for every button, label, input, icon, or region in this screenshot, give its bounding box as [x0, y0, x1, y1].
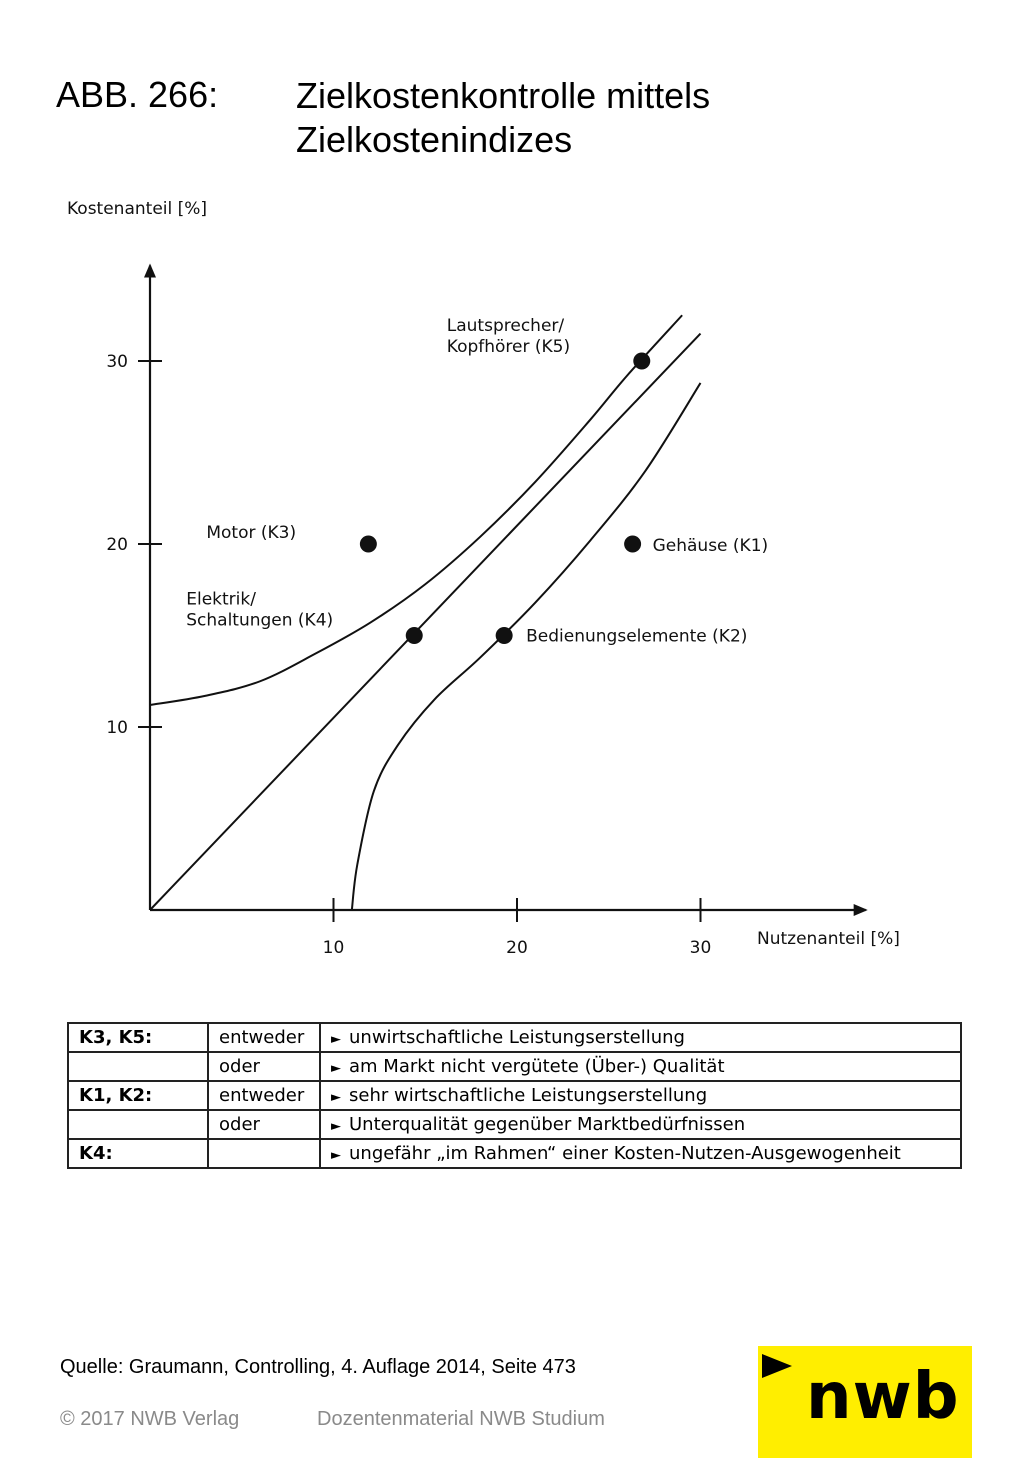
row-text: sehr wirtschaftliche Leistungserstellung	[349, 1085, 708, 1106]
point-label: Motor (K3)	[206, 523, 297, 543]
y-tick-label: 10	[106, 718, 128, 738]
table-row	[68, 1052, 961, 1081]
triangle-bullet-icon: ►	[331, 1032, 341, 1047]
source-note: Quelle: Graumann, Controlling, 4. Auflage 2014, Seite 473	[60, 1356, 576, 1378]
data-point	[633, 353, 650, 370]
row-mode: entweder	[208, 1023, 320, 1052]
row-group: K4:	[68, 1139, 208, 1168]
row-description	[320, 1139, 961, 1168]
triangle-bullet-icon: ►	[331, 1061, 341, 1076]
upper-bound-curve	[150, 315, 682, 705]
y-tick-label: 30	[106, 352, 128, 372]
table-row	[68, 1081, 961, 1110]
point-label: Elektrik/ Schaltungen (K4)	[186, 589, 334, 631]
footer-material: Dozentenmaterial NWB Studium	[317, 1408, 605, 1430]
target-cost-chart	[0, 180, 1024, 980]
row-description	[320, 1081, 961, 1110]
x-tick-label: 30	[689, 938, 712, 958]
row-mode: oder	[208, 1052, 320, 1081]
triangle-bullet-icon: ►	[331, 1148, 341, 1163]
data-point	[496, 627, 513, 644]
logo-wordmark: nwb	[806, 1360, 960, 1434]
y-axis-label: Kostenanteil [%]	[67, 199, 208, 219]
figure-number: ABB. 266:	[56, 74, 219, 115]
logo-arrow-icon	[762, 1354, 792, 1378]
row-description	[320, 1110, 961, 1139]
row-description	[320, 1052, 961, 1081]
row-text: ungefähr „im Rahmen“ einer Kosten-Nutzen-Ausgewogenheit	[349, 1143, 901, 1164]
interpretation-table	[67, 1022, 962, 1169]
x-axis-label: Nutzenanteil [%]	[757, 929, 900, 949]
triangle-bullet-icon: ►	[331, 1090, 341, 1105]
row-text: Unterqualität gegenüber Marktbedürfnissen	[349, 1114, 746, 1135]
nwb-logo	[758, 1346, 972, 1458]
data-point	[406, 627, 423, 644]
figure-title: Zielkostenkontrolle mittels Zielkostenindizes	[296, 75, 711, 160]
row-mode	[208, 1139, 320, 1168]
row-text: unwirtschaftliche Leistungserstellung	[349, 1027, 685, 1048]
row-mode: oder	[208, 1110, 320, 1139]
row-mode: entweder	[208, 1081, 320, 1110]
table-row	[68, 1139, 961, 1168]
footer-copyright: © 2017 NWB Verlag	[60, 1408, 240, 1430]
table-row	[68, 1110, 961, 1139]
data-point	[360, 536, 377, 553]
x-tick-label: 20	[506, 938, 528, 958]
row-group	[68, 1110, 208, 1139]
row-description	[320, 1023, 961, 1052]
y-tick-label: 20	[106, 535, 128, 555]
row-text: am Markt nicht vergütete (Über-) Qualität	[349, 1056, 725, 1077]
table-row	[68, 1023, 961, 1052]
point-label: Lautsprecher/ Kopfhörer (K5)	[446, 316, 571, 357]
row-group: K1, K2:	[68, 1081, 208, 1110]
row-group: K3, K5:	[68, 1023, 208, 1052]
point-label: Gehäuse (K1)	[652, 536, 769, 556]
x-tick-label: 10	[322, 938, 345, 958]
data-point	[624, 536, 641, 553]
row-group	[68, 1052, 208, 1081]
triangle-bullet-icon: ►	[331, 1119, 341, 1134]
point-label: Bedienungselemente (K2)	[526, 626, 748, 647]
